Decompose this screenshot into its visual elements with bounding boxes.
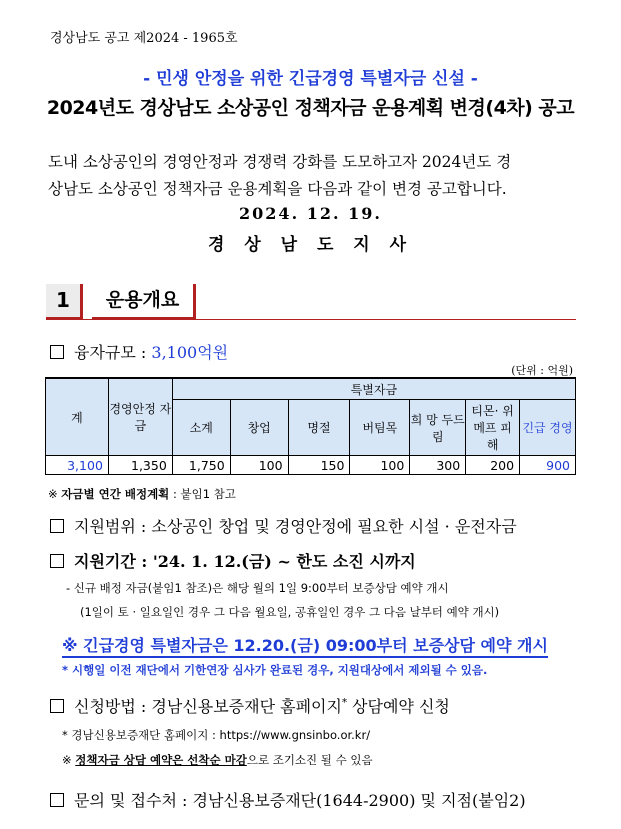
value-stability: 1,350 (108, 456, 172, 475)
loan-scale-label: 융자규모 : (74, 343, 147, 362)
section-divider (46, 319, 576, 320)
main-title: 2024년도 경상남도 소상공인 정책자금 운용계획 변경(4차) 공고 (46, 97, 575, 119)
value-total: 3,100 (46, 456, 109, 475)
period-note-1: - 신규 배정 자금(붙임1 참조)은 해당 월의 1일 9:00부터 보증상담 예약 개시 (66, 581, 449, 595)
header-holiday: 명절 (288, 400, 350, 456)
header-support: 버팀목 (350, 400, 410, 456)
application-value: 경남신용보증재단 홈페이지 (151, 697, 342, 716)
value-subtotal: 1,750 (172, 456, 230, 475)
section-title: 운용개요 (92, 284, 196, 320)
budget-table (45, 377, 576, 475)
section-number: 1 (46, 284, 83, 320)
allocation-note (48, 486, 236, 502)
application-label: 신청방법 : (74, 697, 147, 716)
homepage-note: * 경남신용보증재단 홈페이지 : https://www.gnsinbo.or.kr/ (62, 728, 371, 742)
contact-row (50, 788, 526, 811)
header-tmon-victim: 티몬· 위메프 피 해 (466, 400, 520, 456)
subtitle: - 민생 안정을 위한 긴급경영 특별자금 신설 - (143, 69, 478, 89)
application-tail: 상담예약 신청 (346, 697, 450, 716)
value-tmon: 200 (466, 456, 520, 475)
value-hope: 300 (410, 456, 466, 475)
header-subtotal: 소계 (172, 400, 230, 456)
checkbox-icon (50, 554, 64, 568)
intro-line-1: 도내 소상공인의 경영안정과 경쟁력 강화를 도모하고자 2024년도 경 (48, 153, 512, 171)
loan-scale-value: 3,100억원 (151, 343, 229, 362)
footnote-mark: * (341, 697, 347, 709)
first-come-rest: 으로 조기소진 될 수 있음 (246, 753, 373, 767)
note-mark: ※ (48, 487, 62, 501)
header-stability-fund: 경영안정 자금 (108, 378, 172, 456)
value-support: 100 (350, 456, 410, 475)
allocation-bold: 자금별 연간 배정계획 (61, 487, 170, 501)
checkbox-icon (50, 345, 64, 359)
support-range-label: 지원범위 : (74, 517, 147, 536)
header-special-fund: 특별자금 (172, 378, 575, 400)
checkbox-icon (50, 793, 64, 807)
emergency-notice: ※ 긴급경영 특별자금은 12.20.(금) 09:00부터 보증상담 예약 개시 (62, 633, 548, 658)
header-emergency: 긴급 경영 (520, 400, 576, 456)
contact-value: 경남신용보증재단(1644-2900) 및 지점(붙임2) (192, 791, 526, 810)
first-come-note (62, 752, 373, 768)
notice-date: 2024. 12. 19. (239, 204, 382, 223)
checkbox-icon (50, 699, 64, 713)
support-period-text: 지원기간 : '24. 1. 12.(금) ~ 한도 소진 시까지 (74, 552, 416, 571)
exclusion-notice: * 시행일 이전 재단에서 기한연장 심사가 완료된 경우, 지원대상에서 제외될 수 있음. (62, 663, 488, 677)
value-emergency: 900 (520, 456, 576, 475)
header-startup: 창업 (230, 400, 288, 456)
notice-number: 경상남도 공고 제2024 - 1965호 (50, 31, 238, 46)
value-startup: 100 (230, 456, 288, 475)
loan-scale-row (50, 340, 228, 363)
period-note-2: (1일이 토 · 일요일인 경우 그 다음 월요일, 공휴일인 경우 그 다음 날부터 예약 개시) (80, 605, 500, 619)
support-period-row (50, 549, 416, 572)
header-hope: 희 망 두드림 (410, 400, 466, 456)
contact-label: 문의 및 접수처 : (74, 791, 188, 810)
support-range-row (50, 514, 517, 537)
checkbox-icon (50, 519, 64, 533)
header-total: 계 (46, 378, 109, 456)
intro-line-2: 상남도 소상공인 정책자금 운용계획을 다음과 같이 변경 공고합니다. (48, 180, 507, 198)
unit-label: (단위 : 억원) (511, 364, 573, 377)
support-range-value: 소상공인 창업 및 경영안정에 필요한 시설 · 운전자금 (151, 517, 517, 536)
application-row (50, 694, 450, 717)
value-holiday: 150 (288, 456, 350, 475)
note-mark: ※ (62, 753, 76, 767)
first-come-bold: 정책자금 상담 예약은 선착순 마감 (75, 753, 247, 767)
issuer: 경 상 남 도 지 사 (207, 235, 414, 255)
allocation-rest: : 붙임1 참고 (169, 487, 236, 501)
